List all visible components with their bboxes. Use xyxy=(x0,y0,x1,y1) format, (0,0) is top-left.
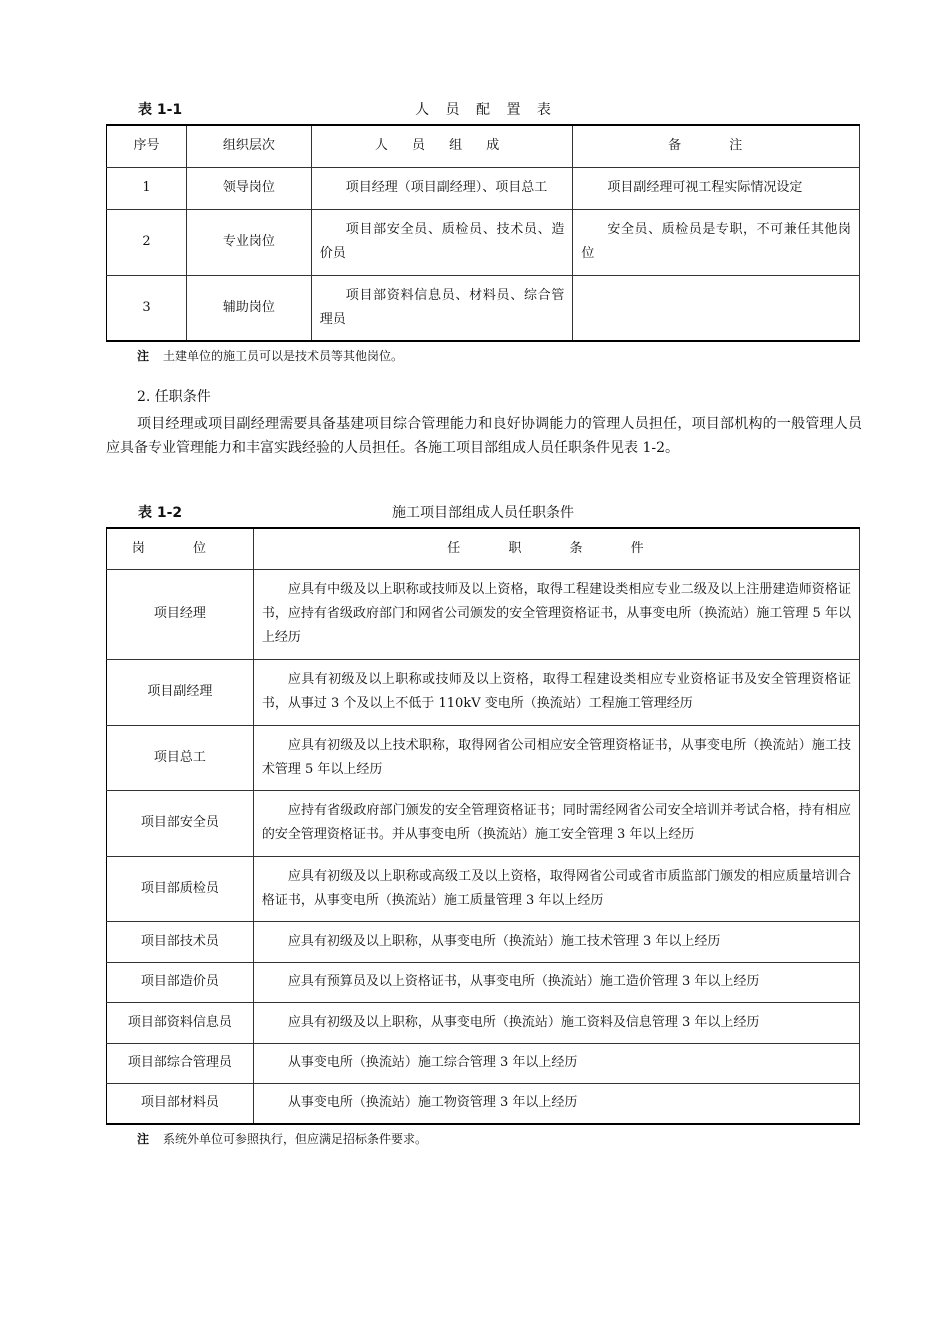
table2-note xyxy=(137,1130,427,1147)
section-paragraph: 项目经理或项目副经理需要具备基建项目综合管理能力和良好协调能力的管理人员担任，项目部机构的一般管理人员应具备专业管理能力和丰富实践经验的人员担任。各施工项目部组成人员任职条件见表 1-2。 xyxy=(106,416,862,456)
table1-cell-level: 辅助岗位 xyxy=(186,275,311,341)
table1-cell-remark: 安全员、质检员是专职，不可兼任其他岗位 xyxy=(573,209,860,275)
table2-header-post: 岗 位 xyxy=(107,528,254,569)
table2-header-req: 任 职 条 件 xyxy=(253,528,859,569)
table2-cell-req: 从事变电所（换流站）施工综合管理 3 年以上经历 xyxy=(253,1043,859,1083)
table1-note xyxy=(137,347,403,364)
table2-cell-req: 应具有初级及以上职称或技师及以上资格，取得工程建设类相应专业资格证书及安全管理资格证书，从事过 3 个及以上不低于 110kV 变电所（换流站）工程施工管理经历 xyxy=(253,659,859,725)
table1-cell-remark xyxy=(573,275,860,341)
table2-cell-post: 项目部质检员 xyxy=(107,856,254,921)
table-row xyxy=(107,1083,860,1124)
table2-cell-req: 应具有初级及以上职称，从事变电所（换流站）施工资料及信息管理 3 年以上经历 xyxy=(253,1002,859,1043)
table-row xyxy=(107,856,860,921)
table1-header-no: 序号 xyxy=(107,125,187,167)
table1-cell-members: 项目经理（项目副经理）、项目总工 xyxy=(311,167,573,209)
table2-cell-post: 项目部技术员 xyxy=(107,921,254,962)
table-row xyxy=(107,209,860,275)
table-row xyxy=(107,167,860,209)
table1-cell-level: 专业岗位 xyxy=(186,209,311,275)
table1-cell-no: 1 xyxy=(107,167,187,209)
table1-cell-members: 项目部资料信息员、材料员、综合管理员 xyxy=(311,275,573,341)
table1-cell-remark: 项目副经理可视工程实际情况设定 xyxy=(573,167,860,209)
table-row xyxy=(107,659,860,725)
table-row xyxy=(107,569,860,659)
table2-cell-post: 项目部安全员 xyxy=(107,790,254,856)
table2-cell-post: 项目部材料员 xyxy=(107,1083,254,1124)
staffing-table xyxy=(106,124,860,342)
table1-header-members: 人 员 组 成 xyxy=(311,125,573,167)
table-row xyxy=(107,790,860,856)
table1-header-remark: 备 注 xyxy=(573,125,860,167)
table2-caption xyxy=(106,502,860,524)
table2-note-key: 注 xyxy=(137,1132,150,1146)
table1-cell-no: 3 xyxy=(107,275,187,341)
table2-cell-post: 项目部综合管理员 xyxy=(107,1043,254,1083)
table2-header-row xyxy=(107,528,860,569)
table-row xyxy=(107,921,860,962)
table-row xyxy=(107,1043,860,1083)
qualification-table xyxy=(106,527,860,1125)
table1-title: 人 员 配 置 表 xyxy=(415,102,557,118)
table1-caption xyxy=(106,99,860,121)
table2-cell-post: 项目部资料信息员 xyxy=(107,1002,254,1043)
table2-title: 施工项目部组成人员任职条件 xyxy=(392,505,574,521)
table2-cell-req: 应具有中级及以上职称或技师及以上资格，取得工程建设类相应专业二级及以上注册建造师资格证书，应持有省级政府部门和网省公司颁发的安全管理资格证书，从事变电所（换流站）施工管理 5 年以上经历 xyxy=(253,569,859,659)
table-row xyxy=(107,275,860,341)
table1-cell-level: 领导岗位 xyxy=(186,167,311,209)
table1-cell-members: 项目部安全员、质检员、技术员、造价员 xyxy=(311,209,573,275)
table1-note-text: 土建单位的施工员可以是技术员等其他岗位。 xyxy=(163,349,404,363)
table2-cell-post: 项目部造价员 xyxy=(107,962,254,1002)
table2-cell-req: 应具有预算员及以上资格证书，从事变电所（换流站）施工造价管理 3 年以上经历 xyxy=(253,962,859,1002)
table2-number: 表 1-2 xyxy=(138,505,183,521)
table-row xyxy=(107,725,860,790)
table-row xyxy=(107,1002,860,1043)
table2-cell-req: 应具有初级及以上职称，从事变电所（换流站）施工技术管理 3 年以上经历 xyxy=(253,921,859,962)
table-row xyxy=(107,962,860,1002)
table2-cell-post: 项目经理 xyxy=(107,569,254,659)
table2-cell-req: 应具有初级及以上技术职称，取得网省公司相应安全管理资格证书，从事变电所（换流站）施工技术管理 5 年以上经历 xyxy=(253,725,859,790)
table1-note-key: 注 xyxy=(137,349,150,363)
table1-cell-no: 2 xyxy=(107,209,187,275)
table2-note-text: 系统外单位可参照执行，但应满足招标条件要求。 xyxy=(163,1132,428,1146)
table2-cell-req: 应具有初级及以上职称或高级工及以上资格，取得网省公司或省市质监部门颁发的相应质量培训合格证书，从事变电所（换流站）施工质量管理 3 年以上经历 xyxy=(253,856,859,921)
table2-cell-req: 应持有省级政府部门颁发的安全管理资格证书；同时需经网省公司安全培训并考试合格，持有相应的安全管理资格证书。并从事变电所（换流站）施工安全管理 3 年以上经历 xyxy=(253,790,859,856)
table1-header-level: 组织层次 xyxy=(186,125,311,167)
section-heading: 2. 任职条件 xyxy=(137,389,211,405)
table2-cell-req: 从事变电所（换流站）施工物资管理 3 年以上经历 xyxy=(253,1083,859,1124)
table2-cell-post: 项目副经理 xyxy=(107,659,254,725)
table2-cell-post: 项目总工 xyxy=(107,725,254,790)
table1-header-row xyxy=(107,125,860,167)
table1-number: 表 1-1 xyxy=(138,102,183,118)
